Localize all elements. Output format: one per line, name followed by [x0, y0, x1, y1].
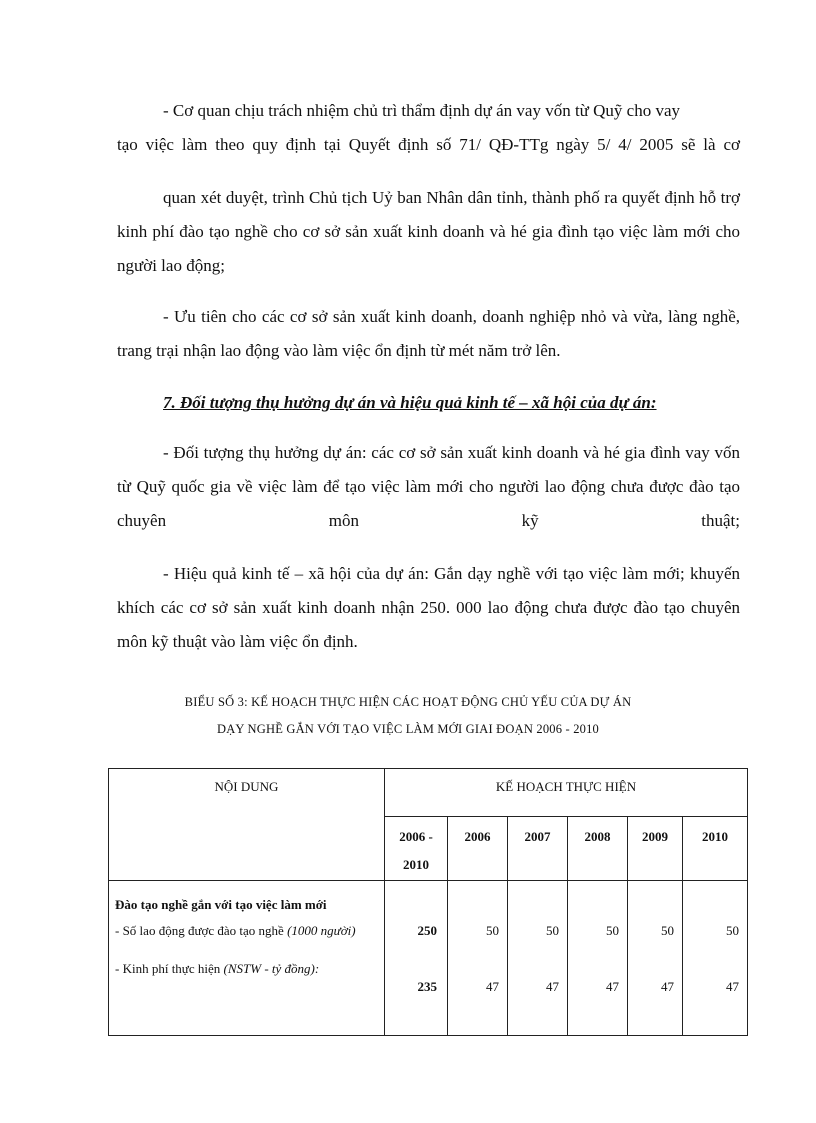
- paragraph-3: - Ưu tiên cho các cơ sở sản xuất kinh doanh, doanh nghiệp nhỏ và vừa, làng nghề, trang trại nhận lao động vào làm việc ổn định từ mét năm trở lên.: [117, 307, 740, 360]
- value-cell: 250 235: [385, 881, 448, 1036]
- header-content: NỘI DUNG: [109, 769, 385, 881]
- year-header: 2008: [568, 817, 628, 881]
- value-cell: 50 47: [683, 881, 748, 1036]
- table-caption-line-1: BIỂU SỐ 3: KẾ HOẠCH THỰC HIỆN CÁC HOẠT ĐỘNG CHỦ YẾU CỦA DỰ ÁN: [184, 695, 632, 709]
- year-header: 2006: [448, 817, 508, 881]
- value-cell: 50 47: [568, 881, 628, 1036]
- year-header: 2006 - 2010: [385, 817, 448, 881]
- paragraph-1-line-1: - Cơ quan chịu trách nhiệm chủ trì thẩm định dự án vay vốn từ Quỹ cho vay: [163, 101, 680, 120]
- paragraph-5: - Hiệu quả kinh tế – xã hội của dự án: Gắn dạy nghề với tạo việc làm mới; khuyến khích các cơ sở sản xuất kinh doanh nhận 250. 000 lao động chưa được đào tạo chuyên môn kỹ thuật vào làm việc ổn định.: [117, 564, 740, 651]
- row-2-label: - Kinh phí thực hiện (NSTW - tỷ đồng):: [115, 961, 320, 976]
- group-title: Đào tạo nghề gắn với tạo việc làm mới: [115, 897, 327, 912]
- year-header: 2010: [683, 817, 748, 881]
- value-cell: 50 47: [508, 881, 568, 1036]
- row-1-label: - Số lao động được đào tạo nghề (1000 người): [115, 923, 356, 938]
- header-plan: KẾ HOẠCH THỰC HIỆN: [385, 769, 748, 817]
- section-heading: 7. Đối tượng thụ hưởng dự án và hiệu quả kinh tế – xã hội của dự án:: [163, 393, 657, 412]
- value-cell: 50 47: [628, 881, 683, 1036]
- paragraph-1-line-2: tạo việc làm theo quy định tại Quyết định số 71/ QĐ-TTg ngày 5/ 4/ 2005 sẽ là cơ: [117, 135, 740, 154]
- value-cell: 50 47: [448, 881, 508, 1036]
- paragraph-2: quan xét duyệt, trình Chủ tịch Uỷ ban Nhân dân tỉnh, thành phố ra quyết định hỗ trợ kinh phí đào tạo nghề cho cơ sở sản xuất kinh doanh và hé gia đình tạo việc làm mới cho người lao động;: [117, 188, 740, 275]
- paragraph-4: - Đối tượng thụ hưởng dự án: các cơ sở sản xuất kinh doanh và hé gia đình vay vốn từ Quỹ quốc gia về việc làm để tạo việc làm mới cho người lao động chưa được đào tạo chuyên môn kỹ thuật;: [117, 443, 741, 530]
- content-cell: [109, 881, 385, 1036]
- year-header: 2009: [628, 817, 683, 881]
- plan-table: [108, 768, 748, 1036]
- year-header: 2007: [508, 817, 568, 881]
- table-caption-line-2: DẠY NGHỀ GẮN VỚI TẠO VIỆC LÀM MỚI GIAI ĐOẠN 2006 - 2010: [216, 722, 600, 736]
